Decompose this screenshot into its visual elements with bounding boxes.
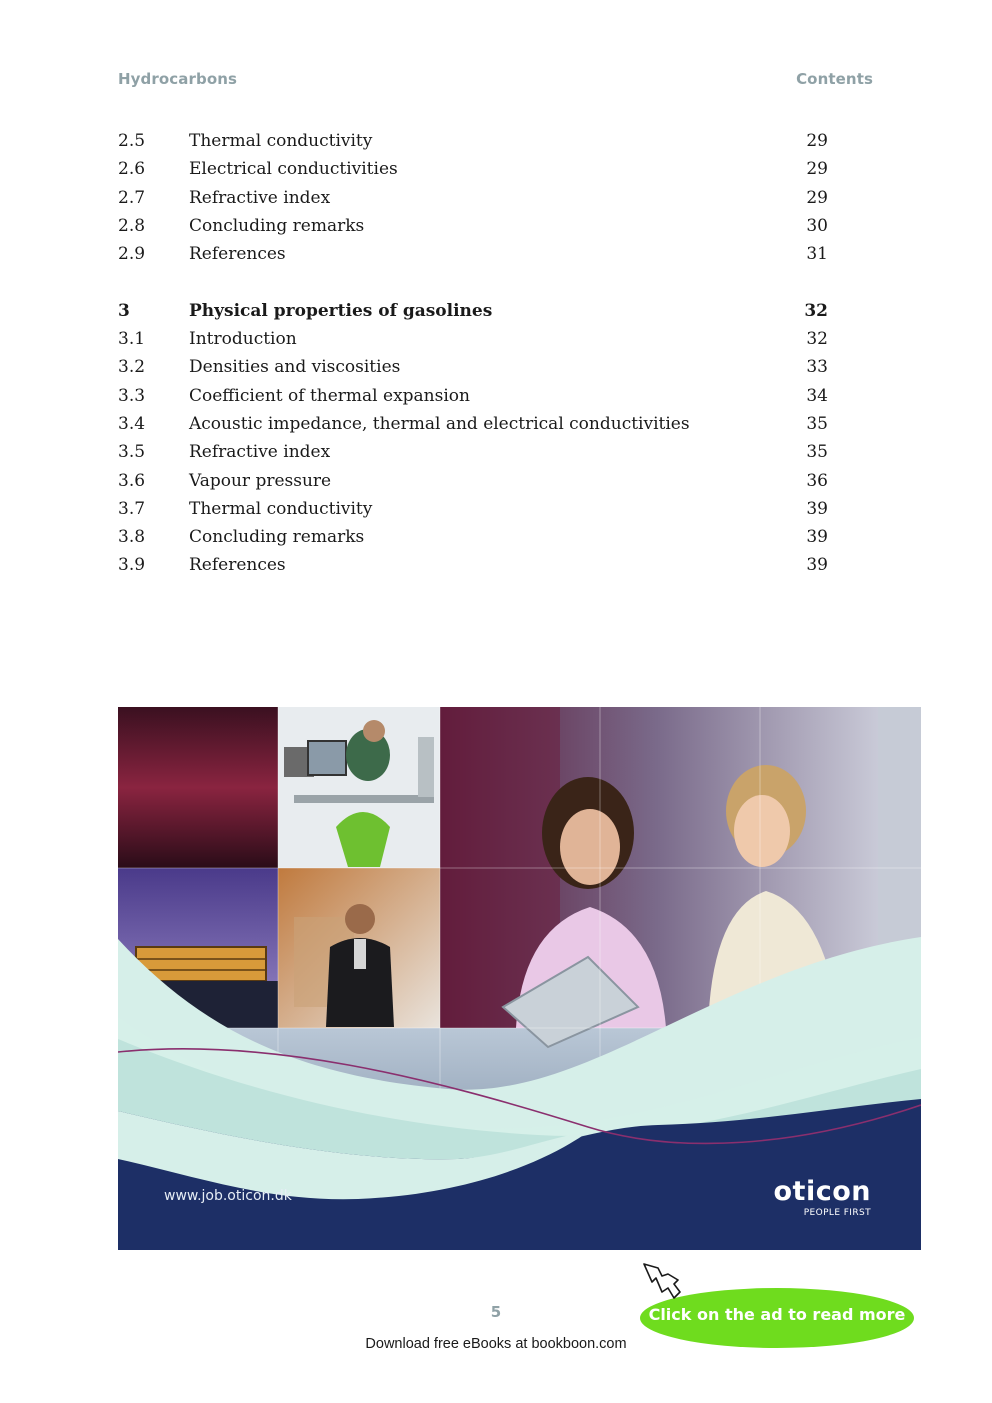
toc-number: 3.9 [118, 555, 146, 576]
ad-url-link[interactable]: www.job.oticon.dk [164, 1188, 292, 1204]
brand-tagline: PEOPLE FIRST [803, 1208, 871, 1218]
toc-title: Vapour pressure [189, 470, 332, 491]
toc-title: Refractive index [189, 187, 331, 208]
page-number: 5 [490, 1303, 502, 1321]
read-more-button[interactable] [638, 1258, 918, 1358]
toc-row[interactable] [118, 325, 828, 353]
toc-number: 2.9 [118, 244, 146, 265]
toc-title: Thermal conductivity [189, 498, 373, 519]
toc-title: Acoustic impedance, thermal and electrical conductivities [189, 413, 690, 434]
toc-page: 35 [806, 442, 828, 463]
oticon-logo [774, 1177, 872, 1218]
toc-title: Densities and viscosities [189, 357, 401, 378]
toc-row[interactable] [118, 353, 828, 381]
toc-page: 32 [806, 329, 828, 350]
ad-tile-corridor [118, 707, 278, 868]
toc-title: References [189, 555, 286, 576]
toc-row[interactable] [118, 184, 828, 212]
table-of-contents [118, 127, 828, 580]
toc-page: 29 [806, 131, 828, 151]
toc-chapter-title: Physical properties of gasolines [189, 300, 493, 321]
toc-number: 3.3 [118, 385, 146, 406]
footer-download-note: Download free eBooks at bookboon.com [365, 1336, 627, 1352]
ad-artwork [118, 707, 921, 1250]
toc-row[interactable] [118, 382, 828, 410]
toc-number: 2.8 [118, 215, 146, 236]
toc-row[interactable] [118, 212, 828, 240]
toc-page: 39 [806, 527, 828, 548]
toc-page: 31 [806, 244, 828, 265]
toc-row[interactable] [118, 495, 828, 523]
toc-row[interactable] [118, 523, 828, 551]
toc-page: 39 [806, 498, 828, 519]
toc-number: 3.1 [118, 329, 146, 350]
toc-row[interactable] [118, 551, 828, 579]
toc-page: 30 [806, 215, 828, 236]
toc-number: 3.5 [118, 442, 146, 463]
toc-title: Introduction [189, 329, 297, 350]
brand-name: oticon [773, 1176, 871, 1207]
toc-title: Thermal conductivity [189, 131, 373, 151]
running-head-section: Contents [796, 70, 873, 88]
toc-title: Electrical conductivities [189, 159, 398, 180]
toc-number: 3.7 [118, 498, 146, 519]
toc-row[interactable] [118, 410, 828, 438]
toc-number: 3.4 [118, 413, 146, 434]
toc-spacer [118, 268, 828, 296]
toc-row[interactable] [118, 438, 828, 466]
toc-page: 34 [806, 385, 828, 406]
toc-row[interactable] [118, 467, 828, 495]
toc-page: 33 [806, 357, 828, 378]
toc-page: 29 [806, 187, 828, 208]
toc-page: 29 [806, 159, 828, 180]
oticon-advertisement[interactable] [118, 707, 921, 1250]
toc-row[interactable] [118, 155, 828, 183]
toc-title: Coefficient of thermal expansion [189, 385, 470, 406]
toc-title: Refractive index [189, 442, 331, 463]
toc-number: 2.6 [118, 159, 146, 180]
toc-chapter-row[interactable] [118, 297, 828, 325]
toc-title: Concluding remarks [189, 215, 365, 236]
toc-row[interactable] [118, 127, 828, 155]
toc-number: 2.5 [118, 131, 146, 151]
cta-label: Click on the ad to read more [648, 1305, 906, 1324]
toc-title: Concluding remarks [189, 527, 365, 548]
running-head-title: Hydrocarbons [118, 70, 238, 88]
toc-number: 3.8 [118, 527, 146, 548]
toc-number: 2.7 [118, 187, 146, 208]
toc-chapter-page: 32 [804, 300, 828, 321]
toc-row[interactable] [118, 240, 828, 268]
toc-number: 3.6 [118, 470, 146, 491]
pointer-hand-icon [638, 1258, 686, 1306]
toc-chapter-number: 3 [118, 300, 130, 321]
toc-number: 3.2 [118, 357, 146, 378]
toc-title: References [189, 244, 286, 265]
toc-page: 39 [806, 555, 828, 576]
toc-page: 35 [806, 413, 828, 434]
toc-page: 36 [806, 470, 828, 491]
